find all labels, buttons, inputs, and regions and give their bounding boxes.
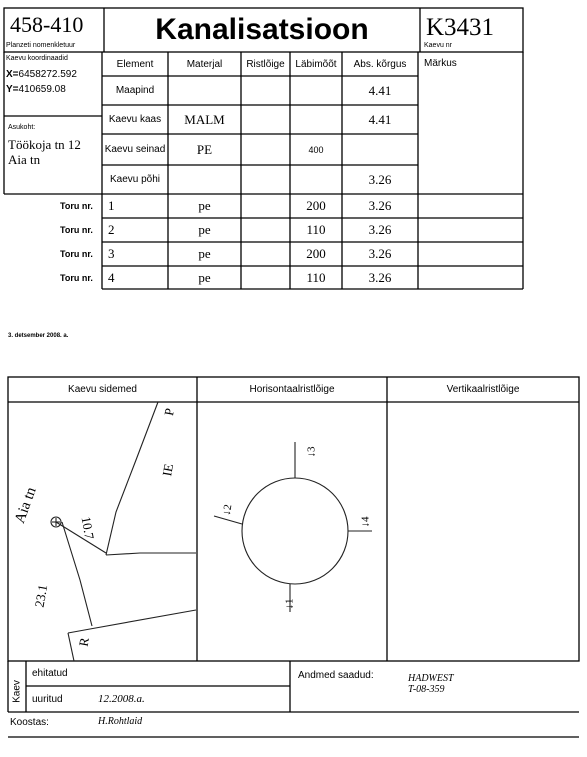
sketch-pipe-mark-3: ↓3 [305, 446, 318, 458]
pipe-height: 3.26 [368, 198, 392, 213]
sketch-label-p: P [161, 407, 178, 417]
footer-author-label: Koostas: [10, 717, 49, 728]
col-header-section: Ristlõige [246, 58, 285, 70]
footer-data-from-line1: HADWEST [408, 673, 454, 684]
pipe-material: pe [198, 269, 211, 285]
sketch-street-aia: Aia tn [12, 485, 40, 526]
col-header-remark: Märkus [424, 57, 457, 69]
row-height: 4.41 [368, 111, 392, 127]
row-height: 4.41 [368, 82, 392, 98]
pipe-diameter: 110 [306, 222, 326, 237]
pipe-label: Toru nr. [60, 249, 93, 259]
pipe-height: 3.26 [368, 246, 392, 261]
sketch-label-r: R [75, 636, 92, 648]
pipe-nr: 4 [108, 269, 115, 285]
pipe-material: pe [198, 246, 211, 261]
footer-built-label: ehitatud [32, 668, 68, 679]
pipe-label: Toru nr. [60, 225, 93, 235]
sketch-pipe-mark-4: ↓4 [359, 516, 372, 528]
page-title: Kanalisatsioon [155, 13, 369, 46]
col-header-diameter: Läbimõõt [295, 58, 337, 70]
sketch-col-vertical: Vertikaalristlõige [446, 384, 520, 395]
well-id: K3431 [426, 14, 495, 41]
sketch-col-links: Kaevu sidemed [68, 384, 137, 395]
sketch-col-horizontal: Horisontaalristlõige [249, 384, 335, 395]
pipe-label: Toru nr. [60, 273, 93, 283]
col-header-material: Materjal [186, 58, 223, 70]
address-caption: Asukoht: [8, 124, 36, 131]
pipe-label: Toru nr. [60, 201, 93, 211]
pipe-diameter: 110 [306, 269, 326, 285]
pipe-nr: 1 [108, 198, 115, 213]
pipe-nr: 3 [108, 246, 115, 261]
pipe-nr: 2 [108, 222, 115, 237]
sheet-number: 458-410 [10, 12, 84, 37]
row-diameter: 400 [308, 144, 324, 155]
sketch-pipe-mark-2: ↓2 [220, 503, 235, 517]
row-element: Kaevu seinad [104, 144, 166, 155]
col-header-element: Element [116, 58, 154, 70]
row-element: Kaevu kaas [108, 114, 162, 125]
pipe-height: 3.26 [368, 269, 392, 285]
address-line2: Aia tn [8, 152, 41, 167]
footer-data-from-line2: T-08-359 [408, 684, 445, 695]
footer-surveyed-value: 12.2008.a. [98, 693, 145, 705]
sheet-number-caption: Planzeti nomenkletuur [6, 42, 76, 49]
row-material: PE [196, 141, 213, 157]
row-material: MALM [184, 111, 225, 127]
well-id-caption: Kaevu nr [424, 42, 453, 49]
footer-kaev-label: Kaev [11, 680, 23, 703]
sketch-label-ie: IE [159, 462, 177, 478]
coord-y-label: Y= [6, 84, 19, 95]
coord-x [6, 69, 77, 80]
coord-x-value: 6458272.592 [18, 69, 77, 80]
pipe-material: pe [198, 198, 211, 213]
row-element: Kaevu põhi [109, 174, 161, 185]
sketch-distance-107: 10.7 [78, 515, 98, 541]
footer-author-value: H.Rohtlaid [98, 716, 143, 727]
address-line1: Töökoja tn 12 [8, 137, 81, 152]
date-note: 3. detsember 2008. a. [8, 333, 69, 339]
footer-data-from-label: Andmed saadud: [298, 670, 374, 681]
pipe-height: 3.26 [368, 222, 392, 237]
coord-y-value: 410659.08 [18, 84, 66, 95]
pipe-diameter: 200 [306, 246, 326, 261]
row-height: 3.26 [368, 171, 392, 187]
footer-surveyed-label: uuritud [32, 694, 63, 705]
pipe-material: pe [198, 222, 211, 237]
coords-caption: Kaevu koordinaadid [6, 55, 68, 62]
col-header-height: Abs. kõrgus [353, 58, 407, 70]
coord-y [6, 84, 66, 95]
pipe-diameter: 200 [306, 198, 326, 213]
row-element: Maapind [115, 85, 155, 96]
sketch-pipe-mark-1: ↓1 [283, 598, 296, 610]
coord-x-label: X= [6, 69, 19, 80]
sketch-distance-231: 23.1 [31, 583, 51, 609]
